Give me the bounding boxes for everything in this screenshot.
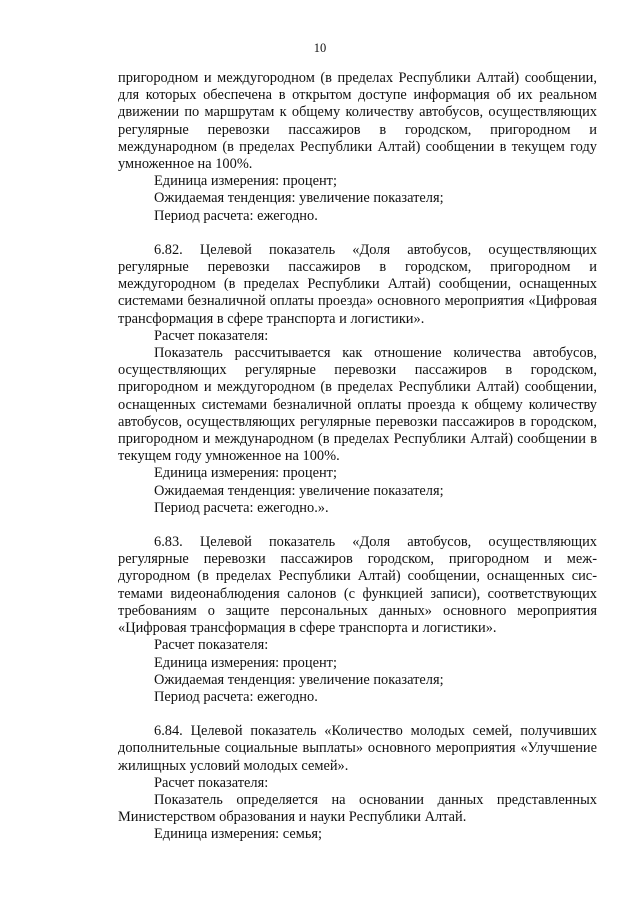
item-6-84-calc-text: Показатель определяется на основании данных представленных Министерством образования и науки Республики Алтай. <box>118 791 597 826</box>
paragraph-spacer <box>118 517 597 534</box>
item-6-82-calc-text: Показатель рассчитывается как отношение количества автобусов, осуществляющих регулярные перевозки пассажиров в городском, пригородном и междугородном (в пределах Республики Алтай) сообщении, оснащенных системами безналичной оплаты проезда к общему количеству автобусов, осуществляющих регулярные перевозки пассажиров в городском, пригородном и международном (в пределах Республики Алтай) сообщении в текущем году умноженное на 100%. <box>118 345 597 465</box>
intro-period: Период расчета: ежегодно. <box>154 207 318 224</box>
item-6-83-heading: 6.83. Целевой показатель «Доля автобусов, осуществляющих регулярные перевозки пассажиров городском, пригородном и меж-дугородном (в пределах Республики Алтай) сообщении, оснащенных сис-темами видеонаблюдения салонов (с функцией записи), соответствующих требованиям о защите персональных данных» основного мероприятия «Цифровая трансформация в сфере транспорта и логистики». <box>118 534 597 637</box>
item-6-82-period: Период расчета: ежегодно.». <box>154 499 329 516</box>
item-6-84-heading: 6.84. Целевой показатель «Количество молодых семей, получивших дополнительные социальные выплаты» основного мероприятия «Улучшение жилищных условий молодых семей». <box>118 723 597 774</box>
item-6-82-trend: Ожидаемая тенденция: увеличение показателя; <box>154 482 444 499</box>
item-6-82-unit: Единица измерения: процент; <box>154 465 337 482</box>
item-6-83-unit: Единица измерения: процент; <box>154 654 337 671</box>
intro-unit: Единица измерения: процент; <box>154 173 337 190</box>
item-6-82-heading: 6.82. Целевой показатель «Доля автобусов, осуществляющих регулярные перевозки пассажиров в городском, пригородном и междугородном (в пределах Республики Алтай) сообщении, оснащенных системами безналичной оплаты проезда» основного мероприятия «Цифровая трансформация в сфере транспорта и логистики». <box>118 241 597 327</box>
item-6-84-calc-label: Расчет показателя: <box>154 774 269 791</box>
intro-trend: Ожидаемая тенденция: увеличение показателя; <box>154 190 444 207</box>
page-number: 10 <box>313 41 327 55</box>
item-6-82-calc-label: Расчет показателя: <box>154 327 269 344</box>
item-6-83-calc-label: Расчет показателя: <box>154 637 269 654</box>
paragraph-spacer <box>118 225 597 242</box>
item-6-84-unit: Единица измерения: семья; <box>154 826 323 843</box>
paragraph-spacer <box>118 706 597 723</box>
item-6-83-period: Период расчета: ежегодно. <box>154 688 318 705</box>
intro-continuation: пригородном и междугородном (в пределах Республики Алтай) сообщении, для которых обеспечена в открытом доступе информация об их реальном движении по маршрутам к общему количеству автобусов, осуществляющих регулярные перевозки пассажиров в городском, пригородном и международном (в пределах Республики Алтай) сообщении в текущем году умноженное на 100%. <box>118 70 597 173</box>
document-body <box>118 70 597 844</box>
item-6-83-trend: Ожидаемая тенденция: увеличение показателя; <box>154 671 444 688</box>
